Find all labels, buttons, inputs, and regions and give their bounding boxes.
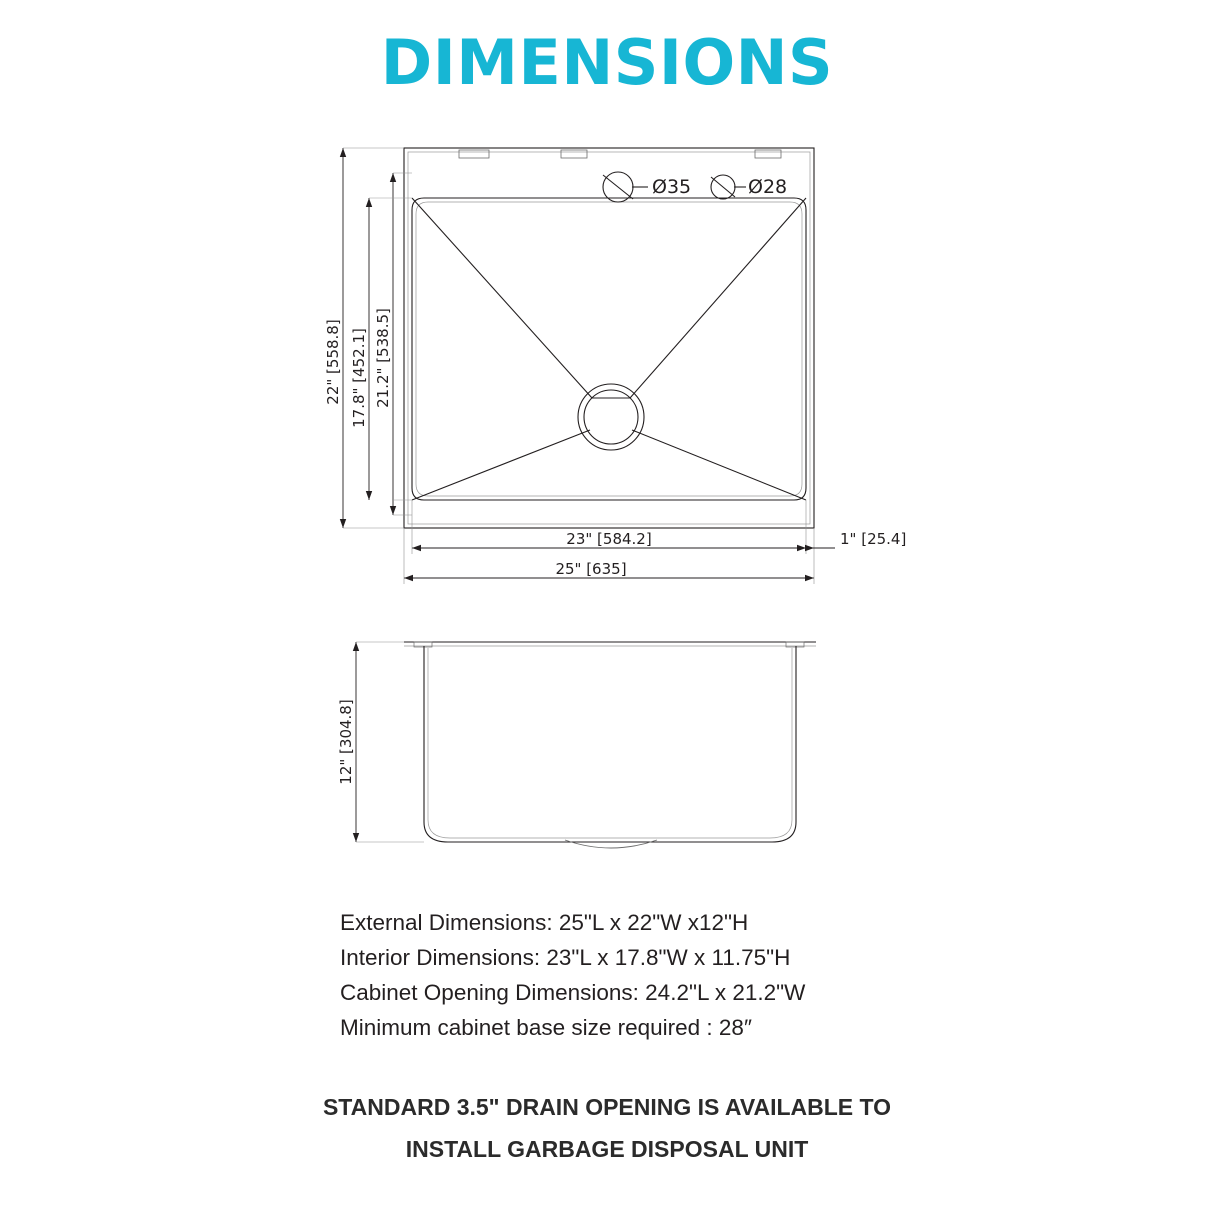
page-title: DIMENSIONS (380, 26, 834, 99)
overall-width-label: 25" [635] (555, 560, 627, 578)
edge-margin-label: 1" [25.4] (840, 530, 907, 548)
side-height-label: 12" [304.8] (337, 699, 355, 785)
spec-interior-dimensions: Interior Dimensions: 23"L x 17.8"W x 11.75"H (340, 945, 791, 970)
spec-external-dimensions: External Dimensions: 25"L x 22"W x12"H (340, 910, 749, 935)
technical-drawing (0, 130, 1214, 870)
spec-minimum-cabinet-base: Minimum cabinet base size required : 28″ (340, 1015, 752, 1040)
sink-deck-outline (404, 148, 814, 528)
spec-cabinet-opening-dimensions: Cabinet Opening Dimensions: 24.2"L x 21.2"W (340, 980, 806, 1005)
footer-line-1: STANDARD 3.5" DRAIN OPENING IS AVAILABLE TO (322, 1094, 892, 1120)
drain-outer-circle (578, 384, 644, 450)
interior-depth-label: 17.8" [452.1] (350, 328, 368, 428)
spec-list (340, 905, 1060, 1045)
cabinet-width-label: 21.2" [538.5] (374, 308, 392, 408)
sink-basin-outline (412, 198, 806, 500)
basin-body-profile (424, 646, 796, 842)
hole-small-label: Ø28 (748, 176, 788, 198)
overall-height-label: 22" [558.8] (324, 319, 342, 405)
interior-width-label: 23" [584.2] (566, 530, 652, 548)
footer-note (0, 1086, 1214, 1170)
hole-large-label: Ø35 (652, 176, 692, 198)
footer-line-2: INSTALL GARBAGE DISPOSAL UNIT (405, 1136, 809, 1162)
